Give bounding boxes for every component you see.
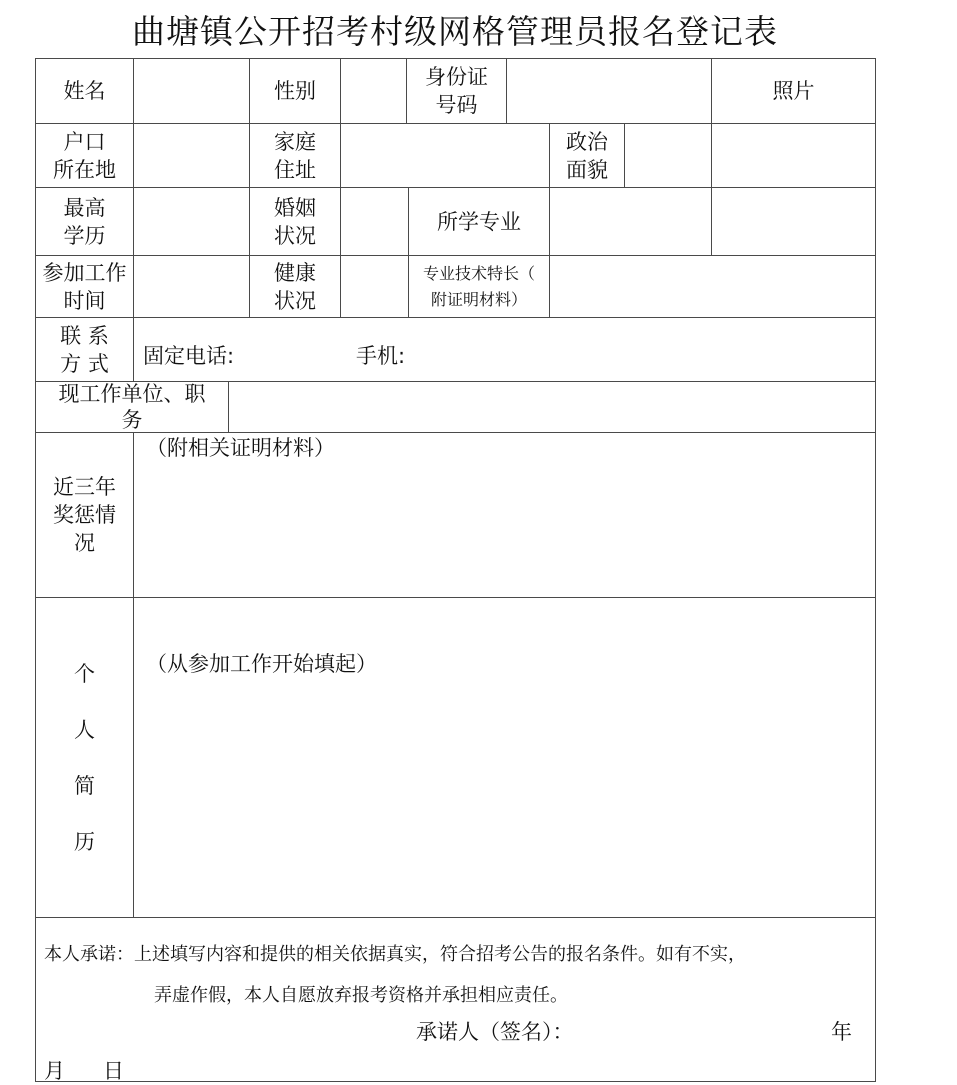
label-home-address: 家庭 住址 bbox=[274, 129, 316, 182]
input-hukou[interactable] bbox=[134, 124, 249, 187]
pledge-line1: 本人承诺：上述填写内容和提供的相关依据真实，符合招考公告的报名条件。如有不实， bbox=[44, 944, 746, 965]
label-education: 最高 学历 bbox=[63, 195, 106, 248]
resume-hint: （从参加工作开始填起） bbox=[146, 652, 377, 676]
form-title: 曲塘镇公开招考村级网格管理员报名登记表 bbox=[132, 12, 778, 51]
label-landline: 固定电话: bbox=[143, 344, 235, 368]
input-work-start[interactable] bbox=[134, 256, 249, 317]
label-marital-status: 婚姻 状况 bbox=[274, 195, 316, 248]
input-marital-status[interactable] bbox=[341, 188, 408, 255]
label-id-number: 身份证 号码 bbox=[425, 65, 488, 117]
month-label: 月 bbox=[44, 1059, 65, 1083]
label-expertise: 专业技术特长（ 附证明材料） bbox=[422, 263, 535, 309]
label-work-start: 参加工作 时间 bbox=[42, 260, 127, 313]
label-resume: 个 人 简 历 bbox=[74, 661, 95, 854]
input-id-number[interactable] bbox=[507, 59, 711, 123]
input-awards[interactable] bbox=[134, 465, 875, 595]
label-current-job: 现工作单位、职 务 bbox=[58, 382, 206, 432]
label-mobile: 手机: bbox=[356, 344, 406, 368]
pledge-line2: 弄虚作假，本人自愿放弃报考资格并承担相应责任。 bbox=[154, 985, 568, 1006]
input-expertise[interactable] bbox=[550, 256, 875, 317]
label-political-status: 政治 面貌 bbox=[566, 129, 608, 182]
label-name: 姓名 bbox=[63, 79, 106, 103]
input-health[interactable] bbox=[341, 256, 408, 317]
input-home-address[interactable] bbox=[341, 124, 549, 187]
year-label: 年 bbox=[831, 1020, 852, 1044]
label-health: 健康 状况 bbox=[274, 260, 316, 313]
label-hukou: 户口 所在地 bbox=[53, 129, 116, 182]
input-mobile[interactable] bbox=[412, 330, 862, 370]
photo-area bbox=[712, 188, 875, 255]
photo-box: 照片 bbox=[772, 79, 815, 103]
label-gender: 性别 bbox=[274, 79, 316, 103]
signer-label: 承诺人（签名）： bbox=[416, 1020, 574, 1044]
input-education[interactable] bbox=[134, 188, 249, 255]
input-resume[interactable] bbox=[134, 685, 875, 915]
input-landline[interactable] bbox=[243, 330, 351, 370]
label-major: 所学专业 bbox=[437, 209, 521, 234]
signature-field[interactable] bbox=[590, 1012, 810, 1048]
input-name[interactable] bbox=[134, 59, 249, 123]
label-contact: 联 系 方 式 bbox=[60, 323, 109, 376]
input-gender[interactable] bbox=[341, 59, 406, 123]
awards-hint: （附相关证明材料） bbox=[146, 436, 335, 460]
label-awards: 近三年 奖惩情 况 bbox=[53, 475, 116, 555]
input-major[interactable] bbox=[550, 188, 711, 255]
input-political-status[interactable] bbox=[625, 124, 711, 187]
input-current-job[interactable] bbox=[229, 382, 875, 432]
day-label: 日 bbox=[103, 1059, 124, 1083]
